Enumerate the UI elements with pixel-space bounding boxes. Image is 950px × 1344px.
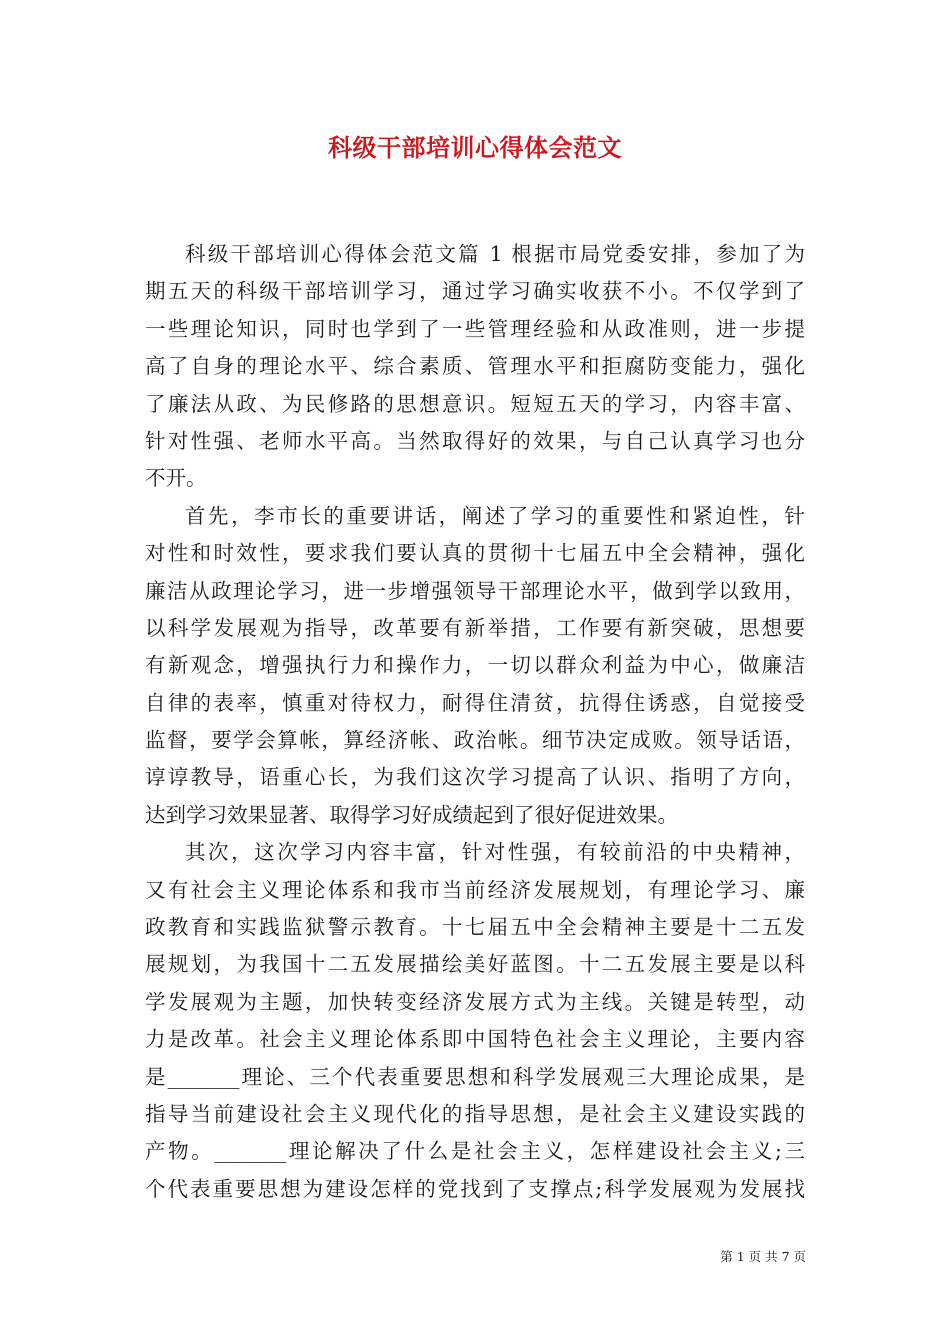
paragraph-2-line-9: 达到学习效果显著、取得学习好成绩起到了很好促进效果。 <box>145 802 678 827</box>
paragraph-1-line-7: 不开。 <box>145 466 207 491</box>
paragraph-2-line-8: 谆谆教导，语重心长，为我们这次学习提高了认识、指明了方向， <box>145 765 805 790</box>
paragraph-3-line-2: 又有社会主义理论体系和我市当前经济发展规划，有理论学习、廉 <box>145 877 805 902</box>
paragraph-3-line-7: 是_______理论、三个代表重要思想和科学发展观三大理论成果，是 <box>145 1064 805 1089</box>
paragraph-1-line-4: 高了自身的理论水平、综合素质、管理水平和拒腐防变能力，强化 <box>145 354 805 379</box>
paragraph-3-line-9: 产物。_______理论解决了什么是社会主义，怎样建设社会主义;三 <box>145 1139 805 1164</box>
paragraph-3-line-4: 展规划，为我国十二五发展描绘美好蓝图。十二五发展主要是以科 <box>145 952 805 977</box>
document-body <box>145 236 805 1208</box>
paragraph-3-line-3: 政教育和实践监狱警示教育。十七届五中全会精神主要是十二五发 <box>145 915 805 940</box>
paragraph-3-line-6: 力是改革。社会主义理论体系即中国特色社会主义理论，主要内容 <box>145 1027 805 1052</box>
paragraph-2-line-3: 廉洁从政理论学习，进一步增强领导干部理论水平，做到学以致用， <box>145 578 805 603</box>
paragraph-1-line-2: 期五天的科级干部培训学习，通过学习确实收获不小。不仅学到了 <box>145 279 805 304</box>
paragraph-1-line-6: 针对性强、老师水平高。当然取得好的效果，与自己认真学习也分 <box>145 428 805 453</box>
paragraph-1-line-1: 科级干部培训心得体会范文篇 1 根据市局党委安排，参加了为 <box>185 242 805 266</box>
paragraph-2-line-5: 有新观念，增强执行力和操作力，一切以群众利益为中心，做廉洁 <box>145 653 805 678</box>
paragraph-2-line-2: 对性和时效性，要求我们要认真的贯彻十七届五中全会精神，强化 <box>145 541 805 566</box>
paragraph-3-line-1: 其次，这次学习内容丰富，针对性强，有较前沿的中央精神， <box>185 840 805 865</box>
paragraph-2-line-1: 首先，李市长的重要讲话，阐述了学习的重要性和紧迫性，针 <box>185 503 805 528</box>
page-number-footer: 第 1 页 共 7 页 <box>720 1249 806 1264</box>
paragraph-3-line-8: 指导当前建设社会主义现代化的指导思想，是社会主义建设实践的 <box>145 1101 805 1126</box>
paragraph-2-line-6: 自律的表率，慎重对待权力，耐得住清贫，抗得住诱惑，自觉接受 <box>145 690 805 715</box>
paragraph-1-line-5: 了廉法从政、为民修路的思想意识。短短五天的学习，内容丰富、 <box>145 391 805 416</box>
paragraph-2-line-7: 监督，要学会算帐，算经济帐、政治帐。细节决定成败。领导话语， <box>145 728 805 753</box>
paragraph-1-line-3: 一些理论知识，同时也学到了一些管理经验和从政准则，进一步提 <box>145 316 805 341</box>
paragraph-3-line-10: 个代表重要思想为建设怎样的党找到了支撑点;科学发展观为发展找 <box>145 1176 805 1201</box>
paragraph-3-line-5: 学发展观为主题，加快转变经济发展方式为主线。关键是转型，动 <box>145 989 805 1014</box>
document-title: 科级干部培训心得体会范文 <box>328 133 622 162</box>
paragraph-2-line-4: 以科学发展观为指导，改革要有新举措，工作要有新突破，思想要 <box>145 615 805 640</box>
